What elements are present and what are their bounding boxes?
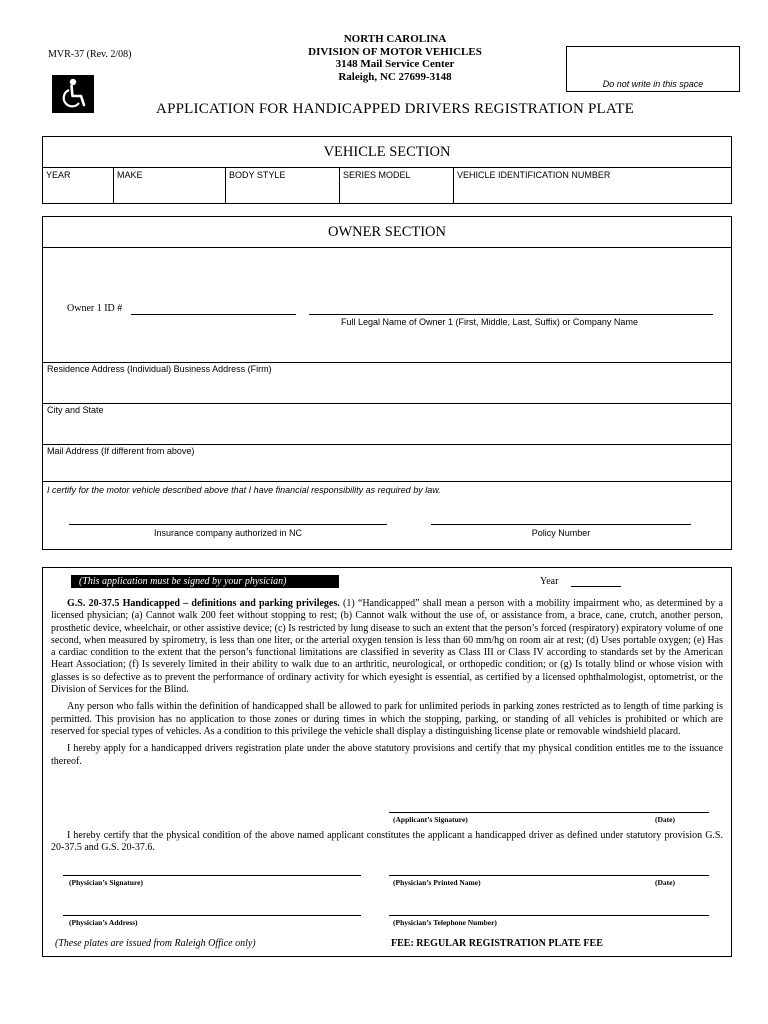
statute-text — [51, 598, 723, 773]
fee-statement: FEE: REGULAR REGISTRATION PLATE FEE — [391, 938, 603, 949]
legal-name-label: Full Legal Name of Owner 1 (First, Middle, Last, Suffix) or Company Name — [341, 317, 638, 327]
year-field[interactable]: YEAR — [46, 170, 71, 180]
form-number: MVR-37 (Rev. 2/08) — [48, 49, 132, 60]
vehicle-section — [42, 136, 732, 204]
physician-date-label: (Date) — [655, 878, 675, 887]
owner-id-field[interactable] — [131, 314, 296, 315]
body-style-field[interactable]: BODY STYLE — [225, 168, 339, 203]
address-line-2: Raleigh, NC 27699-3148 — [338, 70, 452, 83]
year-input-line[interactable] — [571, 586, 621, 587]
legal-name-field[interactable] — [309, 314, 713, 315]
mail-address-field[interactable]: Mail Address (If different from above) — [47, 446, 195, 456]
statute-definitions: (1) “Handicapped” shall mean a person with a mobility impairment who, as determined by a licensed physician; (a) Cannot walk 200 feet without stopping to rest; (b) Cannot walk without the use of, or assistance from, a brace, cane, crutch, another person, prosthetic device, wheelchair, or other assistive device; (c) Is restricted by lung disease to such an extent that the person’s forced (respiratory) expiratory volume of one second, when measured by spirometry, is less than one liter, or the arterial oxygen tension is less than 60 mm/hg on room air at rest; (d) Uses portable oxygen; (e) Has a cardiac condition to the extent that the person’s functional limitations are classified in severity as Class III or Class IV according to standards set by the American Heart Association; (f) Is severely limited in their ability to walk due to an arthritic, neurological, or orthopedic condition; or (g) Is totally blind or whose vision with glasses is so defective as to prevent the performance of ordinary activity for which eyesight is essential, as certified by a licensed ophthalmologist, optometrist, or the Division of Services for the Blind. — [51, 598, 723, 696]
issue-location-note: (These plates are issued from Raleigh Office only) — [55, 938, 256, 949]
physician-phone-label: (Physician’s Telephone Number) — [393, 918, 497, 927]
physician-phone-line[interactable] — [389, 915, 709, 916]
certify-statement: I certify for the motor vehicle described above that I have financial responsibility as required by law. — [47, 485, 441, 495]
physician-signature-label: (Physician’s Signature) — [69, 878, 143, 887]
policy-number-field[interactable] — [431, 524, 691, 525]
owner-id-label: Owner 1 ID # — [67, 303, 123, 314]
physician-printed-name-label: (Physician’s Printed Name) — [393, 878, 481, 887]
statute-paragraph-1 — [51, 598, 723, 696]
insurance-company-field[interactable] — [69, 524, 387, 525]
make-field[interactable]: MAKE — [113, 168, 225, 203]
office-use-box — [566, 46, 740, 92]
physician-printed-name-line[interactable] — [389, 875, 709, 876]
owner-section-title: OWNER SECTION — [43, 217, 731, 248]
city-state-field[interactable]: City and State — [47, 405, 104, 415]
vehicle-section-title: VEHICLE SECTION — [43, 137, 731, 168]
applicant-date-label: (Date) — [655, 815, 675, 824]
series-model-field[interactable]: SERIES MODEL — [339, 168, 453, 203]
address-line-1: 3148 Mail Service Center — [335, 58, 455, 70]
insurance-company-label: Insurance company authorized in NC — [153, 528, 303, 538]
residence-address-field[interactable]: Residence Address (Individual) Business Address (Firm) — [47, 364, 272, 374]
agency-header — [240, 33, 550, 83]
agency-name: DIVISION OF MOTOR VEHICLES — [308, 45, 482, 58]
applicant-certification: I hereby apply for a handicapped drivers registration plate under the above statutory provisions and certify that my physical condition entitles me to the issuance thereof. — [51, 743, 723, 767]
applicant-signature-line[interactable] — [389, 812, 709, 813]
vin-field[interactable]: VEHICLE IDENTIFICATION NUMBER — [453, 168, 731, 203]
physician-certification: I hereby certify that the physical condition of the above named applicant constitutes the applicant a handicapped driver as defined under statutory provision G.S. 20-37.5 and G.S. 20-37.6. — [51, 830, 723, 854]
applicant-signature-label: (Applicant’s Signature) — [393, 815, 468, 824]
physician-address-line[interactable] — [63, 915, 361, 916]
state-name: NORTH CAROLINA — [343, 33, 447, 45]
physician-address-label: (Physician’s Address) — [69, 918, 138, 927]
statute-heading: G.S. 20-37.5 Handicapped – definitions and parking privileges. — [67, 598, 340, 609]
physician-signature-line[interactable] — [63, 875, 361, 876]
owner-section — [42, 216, 732, 550]
policy-number-label: Policy Number — [531, 528, 591, 538]
statute-paragraph-2: Any person who falls within the definition of handicapped shall be allowed to park for unlimited periods in parking zones restricted as to length of time parking is permitted. This provision has no application to those zones or during times in which the stopping, parking, or standing of all vehicles is prohibited or which are reserved for special types of vehicles. As a condition to this privilege the vehicle shall display a distinguishing license plate or removable windshield placard. — [51, 701, 723, 737]
physician-signature-banner: (This application must be signed by your physician) — [71, 575, 339, 588]
physician-section — [42, 567, 732, 957]
office-use-note: Do not write in this space — [602, 79, 704, 89]
year-label: Year — [540, 576, 559, 587]
form-title: APPLICATION FOR HANDICAPPED DRIVERS REGISTRATION PLATE — [156, 101, 634, 117]
